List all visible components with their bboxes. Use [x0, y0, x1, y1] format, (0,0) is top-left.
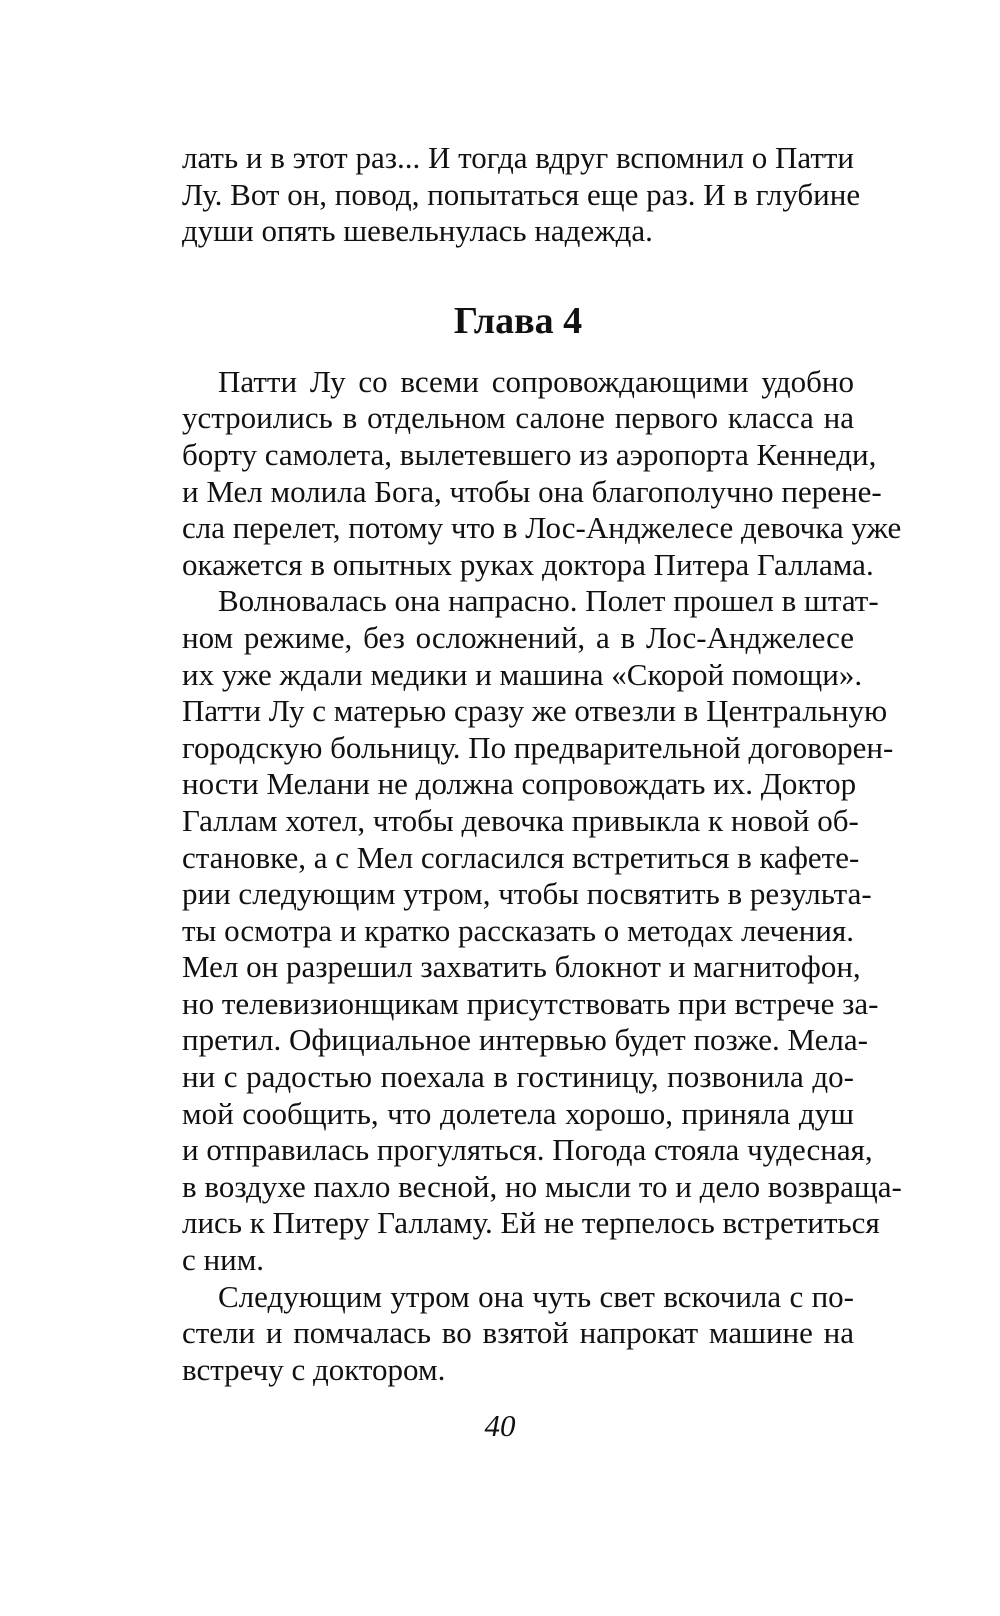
text-line: но телевизионщикам присутствовать при встрече за- — [182, 985, 879, 1021]
text-line: претил. Официальное интервью будет позже. Мела- — [182, 1022, 868, 1058]
text-line: Следующим утром она чуть свет вскочила с по- — [218, 1278, 854, 1314]
book-page — [182, 140, 902, 1388]
text-line: Галлам хотел, чтобы девочка привыкла к новой об- — [182, 802, 859, 838]
text-line: лись к Питеру Галламу. Ей не терпелось встретиться — [182, 1205, 880, 1241]
paragraph — [182, 363, 902, 584]
text-line: Лу. Вот он, повод, попытаться еще раз. И в глубине — [182, 176, 861, 212]
text-line: их уже ждали медики и машина «Скорой помощи». — [182, 656, 863, 692]
text-line: мой сообщить, что долетела хорошо, приняла душ — [182, 1095, 854, 1131]
text-line: Патти Лу со всеми сопровождающими удобно — [218, 363, 854, 399]
text-line: борту самолета, вылетевшего из аэропорта Кеннеди, — [182, 436, 877, 472]
paragraph — [182, 583, 902, 1278]
text-line: Волновалась она напрасно. Полет прошел в штат- — [218, 583, 879, 619]
text-line: и Мел молила Бога, чтобы она благополучно перене- — [182, 473, 882, 509]
text-line: ни с радостью поехала в гостиницу, позвонила до- — [182, 1059, 854, 1095]
text-line: устроились в отдельном салоне первого класса на — [182, 400, 854, 436]
text-line: ном режиме, без осложнений, а в Лос-Анджелесе — [182, 619, 854, 655]
text-line: окажется в опытных руках доктора Питера Галлама. — [182, 546, 874, 582]
paragraph — [182, 1279, 854, 1389]
text-line: становке, а с Мел согласился встретиться в кафете- — [182, 839, 860, 875]
text-line: стели и помчалась во взятой напрокат машине на — [182, 1315, 854, 1351]
text-line: рии следующим утром, чтобы посвятить в результа- — [182, 876, 872, 912]
text-line: Мел он разрешил захватить блокнот и магнитофон, — [182, 949, 861, 985]
opening-paragraph — [182, 140, 861, 250]
text-line: ты осмотра и кратко рассказать о методах лечения. — [182, 912, 854, 948]
text-line: души опять шевельнулась надежда. — [182, 213, 653, 249]
page-number: 40 — [484, 1408, 516, 1443]
text-line: сла перелет, потому что в Лос-Анджелесе девочка уже — [182, 510, 902, 546]
text-line: городскую больницу. По предварительной договорен- — [182, 729, 894, 765]
text-line: Патти Лу с матерью сразу же отвезли в Центральную — [182, 693, 888, 729]
text-line: и отправилась прогуляться. Погода стояла чудесная, — [182, 1132, 873, 1168]
text-line: в воздухе пахло весной, но мысли то и дело возвраща- — [182, 1168, 902, 1204]
chapter-title: Глава 4 — [453, 299, 583, 342]
text-line: ности Мелани не должна сопровождать их. Доктор — [182, 766, 857, 802]
text-line: лать и в этот раз... И тогда вдруг вспомнил о Патти — [182, 140, 854, 175]
text-line: с ним. — [182, 1242, 265, 1278]
text-line: встречу с доктором. — [182, 1351, 446, 1387]
